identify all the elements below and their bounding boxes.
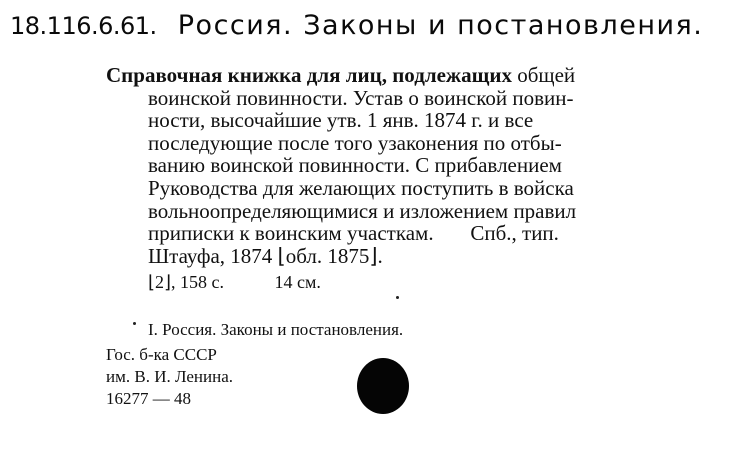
collation-pages: ⌊2⌋, 158 с. bbox=[148, 272, 225, 292]
ink-speck bbox=[396, 296, 399, 299]
entry-title-rest: общей bbox=[511, 63, 576, 87]
call-number: 18.116.6.61. bbox=[10, 12, 157, 40]
collation bbox=[148, 272, 321, 293]
entry-title-bold: Справочная книжка для лиц, подлежащих bbox=[106, 63, 512, 87]
punch-hole bbox=[357, 358, 409, 414]
stamp-line-2: им. В. И. Ленина. bbox=[106, 367, 234, 386]
stamp-line-3: 16277 — 48 bbox=[106, 389, 191, 408]
bibliographic-entry bbox=[106, 64, 666, 267]
entry-line-6: Руководства для желающих поступить в войска bbox=[148, 175, 574, 200]
subject-heading: Россия. Законы и постановления. bbox=[177, 10, 704, 41]
entry-line-4: последующие после того узаконения по отбы- bbox=[148, 130, 562, 155]
stamp-line-1: Гос. б-ка СССР bbox=[106, 345, 217, 364]
entry-line-8: приписки к воинским участкам. Спб., тип. bbox=[148, 221, 559, 246]
ink-speck bbox=[133, 322, 136, 325]
entry-line-9: Штауфа, 1874 ⌊обл. 1875⌋. bbox=[148, 243, 383, 268]
entry-line-2: воинской повинности. Устав о воинской повин- bbox=[148, 85, 574, 110]
entry-line-1 bbox=[106, 64, 666, 87]
library-stamp bbox=[106, 344, 233, 410]
subject-tracing: I. Россия. Законы и постановления. bbox=[148, 320, 404, 339]
collation-size: 14 см. bbox=[274, 272, 321, 292]
card-header bbox=[10, 10, 703, 41]
entry-line-5: ванию воинской повинности. С прибавлением bbox=[148, 153, 562, 178]
entry-line-3: ности, высочайшие утв. 1 янв. 1874 г. и все bbox=[148, 108, 534, 133]
entry-line-7: вольноопределяющимися и изложением правил bbox=[148, 198, 577, 223]
